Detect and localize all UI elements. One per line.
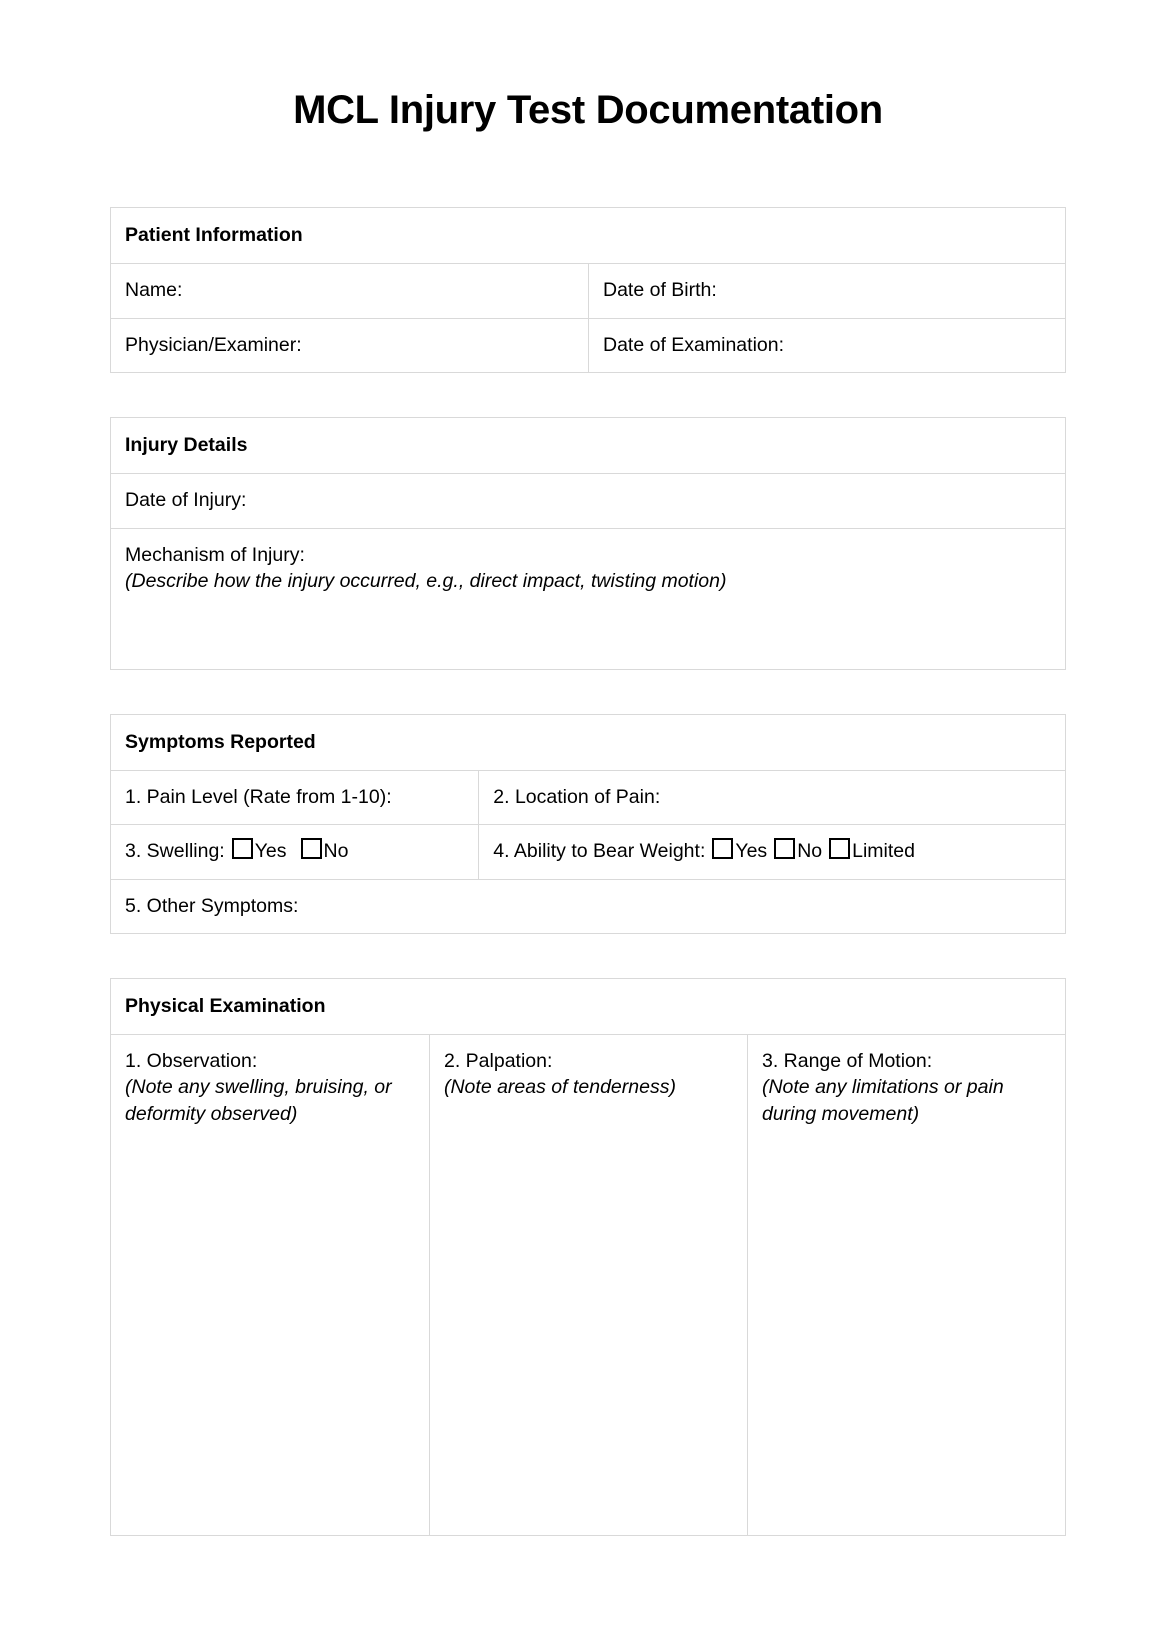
section-symptoms-reported xyxy=(110,714,1066,934)
table-row xyxy=(111,264,1065,318)
field-date-of-birth[interactable]: Date of Birth: xyxy=(588,264,1065,317)
checkbox-icon xyxy=(232,838,253,859)
mechanism-label: Mechanism of Injury: xyxy=(125,543,305,566)
section-patient-information xyxy=(110,207,1066,373)
field-physician-examiner[interactable]: Physician/Examiner: xyxy=(125,333,302,356)
table-row xyxy=(111,529,1065,670)
page-title: MCL Injury Test Documentation xyxy=(293,88,883,132)
field-ability-to-bear-weight xyxy=(478,825,1065,878)
section-physical-examination xyxy=(110,978,1066,1536)
table-row xyxy=(111,771,1065,825)
field-mechanism-of-injury[interactable] xyxy=(111,529,1065,669)
range-of-motion-label: 3. Range of Motion: xyxy=(761,1050,933,1073)
checkbox-bear-weight-limited-label: Limited xyxy=(852,840,915,863)
checkbox-swelling-yes-label: Yes xyxy=(254,840,287,863)
field-location-of-pain[interactable]: 2. Location of Pain: xyxy=(478,771,1065,824)
checkbox-bear-weight-limited[interactable] xyxy=(829,838,915,864)
checkbox-bear-weight-yes-label: Yes xyxy=(735,840,768,863)
checkbox-bear-weight-no-label: No xyxy=(797,840,823,863)
section-header-row xyxy=(111,418,1065,474)
table-row xyxy=(111,880,1065,934)
table-row xyxy=(111,319,1065,373)
section-heading-physical-examination: Physical Examination xyxy=(125,994,326,1017)
checkbox-icon xyxy=(829,838,850,859)
section-heading-symptoms-reported: Symptoms Reported xyxy=(125,730,316,753)
palpation-label: 2. Palpation: xyxy=(443,1050,553,1073)
mechanism-hint: (Describe how the injury occurred, e.g., direct impact, twisting motion) xyxy=(125,569,727,592)
swelling-label: 3. Swelling: xyxy=(125,840,225,863)
section-injury-details xyxy=(110,417,1066,670)
field-palpation[interactable] xyxy=(429,1035,747,1535)
table-row xyxy=(111,1035,1065,1536)
field-other-symptoms[interactable]: 5. Other Symptoms: xyxy=(125,894,299,917)
section-header-row xyxy=(111,715,1065,771)
checkbox-swelling-no-label: No xyxy=(323,840,349,863)
field-swelling xyxy=(111,825,478,878)
checkbox-swelling-yes[interactable] xyxy=(232,838,287,864)
observation-hint: (Note any swelling, bruising, or deformity observed) xyxy=(125,1076,392,1125)
observation-label: 1. Observation: xyxy=(125,1050,258,1073)
table-row xyxy=(111,825,1065,879)
checkbox-bear-weight-yes[interactable] xyxy=(712,838,767,864)
section-header-row xyxy=(111,208,1065,264)
section-heading-patient-information: Patient Information xyxy=(125,224,303,246)
field-date-of-examination[interactable]: Date of Examination: xyxy=(588,319,1065,372)
field-range-of-motion[interactable] xyxy=(747,1035,1065,1535)
bear-weight-label: 4. Ability to Bear Weight: xyxy=(493,840,706,863)
field-date-of-injury[interactable]: Date of Injury: xyxy=(125,489,247,512)
checkbox-icon xyxy=(774,838,795,859)
field-pain-level[interactable]: 1. Pain Level (Rate from 1-10): xyxy=(125,785,392,808)
palpation-hint: (Note areas of tenderness) xyxy=(443,1076,676,1099)
field-observation[interactable] xyxy=(111,1035,429,1535)
table-row xyxy=(111,474,1065,528)
checkbox-icon xyxy=(301,838,322,859)
checkbox-icon xyxy=(712,838,733,859)
field-name[interactable]: Name: xyxy=(125,279,183,302)
section-heading-injury-details: Injury Details xyxy=(125,433,248,456)
checkbox-bear-weight-no[interactable] xyxy=(774,838,822,864)
checkbox-swelling-no[interactable] xyxy=(301,838,349,864)
range-of-motion-hint: (Note any limitations or pain during movement) xyxy=(761,1076,1004,1125)
section-header-row xyxy=(111,979,1065,1035)
